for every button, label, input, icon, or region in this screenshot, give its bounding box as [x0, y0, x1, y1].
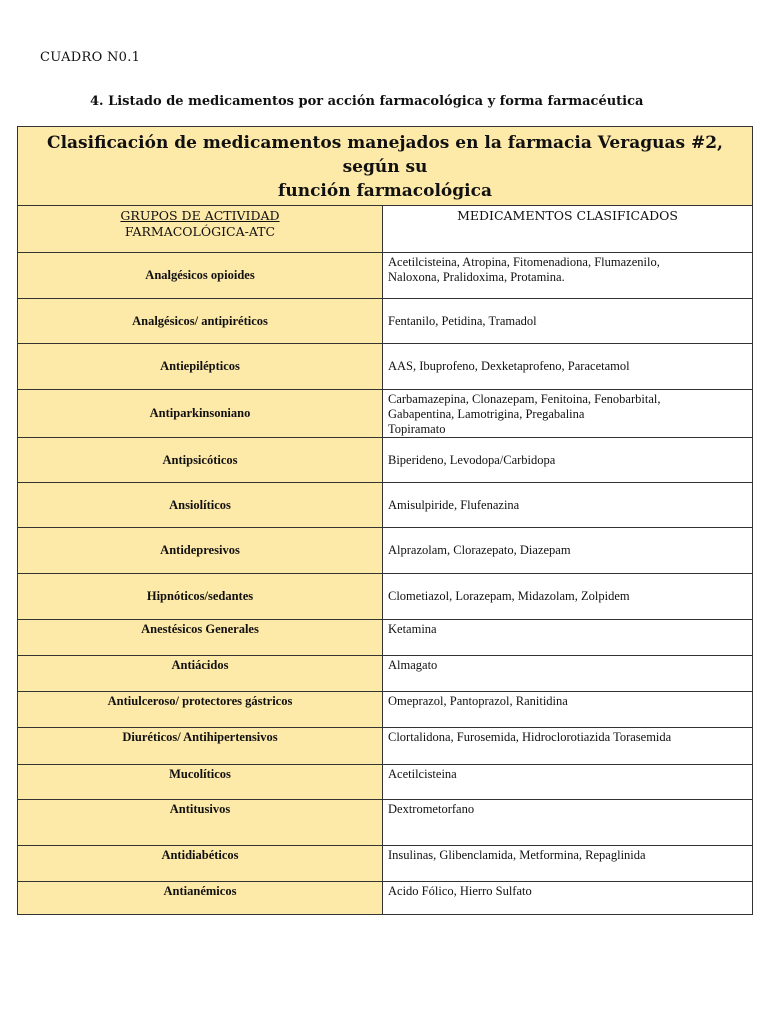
- medication-line: Omeprazol, Pantoprazol, Ranitidina: [388, 694, 568, 708]
- medication-line: Acido Fólico, Hierro Sulfato: [388, 884, 532, 898]
- group-cell: Anestésicos Generales: [18, 620, 383, 656]
- medication-line: Topiramato: [388, 422, 446, 436]
- medication-line: AAS, Ibuprofeno, Dexketaprofeno, Paracetamol: [388, 359, 630, 373]
- table-title-row: [18, 127, 753, 206]
- table-row: [18, 574, 753, 620]
- medications-cell: [383, 253, 753, 299]
- medications-cell: [383, 765, 753, 800]
- table-row: [18, 692, 753, 728]
- group-cell: Diuréticos/ Antihipertensivos: [18, 728, 383, 765]
- medication-line: Clometiazol, Lorazepam, Midazolam, Zolpidem: [388, 589, 630, 603]
- medications-cell: [383, 692, 753, 728]
- medications-cell: [383, 390, 753, 438]
- medications-cell: [383, 344, 753, 390]
- table-row: [18, 765, 753, 800]
- medications-cell: [383, 728, 753, 765]
- table-title-line1: Clasificación de medicamentos manejados en la farmacia Veraguas #2, según su: [47, 133, 723, 177]
- group-cell: Antiulceroso/ protectores gástricos: [18, 692, 383, 728]
- medications-cell: [383, 656, 753, 692]
- table-header-row: [18, 206, 753, 253]
- medications-cell: [383, 846, 753, 882]
- group-cell: Antidiabéticos: [18, 846, 383, 882]
- table-row: [18, 344, 753, 390]
- table-row: [18, 438, 753, 483]
- table-row: [18, 299, 753, 344]
- table-title: [18, 127, 753, 206]
- table-row: [18, 253, 753, 299]
- column-header-groups: [18, 206, 383, 253]
- cuadro-label: CUADRO N0.1: [40, 50, 141, 65]
- table-row: [18, 800, 753, 846]
- column-header-groups-line2: FARMACOLÓGICA-ATC: [124, 224, 276, 239]
- group-cell: Antitusivos: [18, 800, 383, 846]
- medication-line: Acetilcisteina: [388, 767, 457, 781]
- table-row: [18, 528, 753, 574]
- medications-cell: [383, 483, 753, 528]
- medication-line: Acetilcisteina, Atropina, Fitomenadiona, Flumazenilo,: [388, 255, 660, 269]
- medications-cell: [383, 299, 753, 344]
- medications-cell: [383, 620, 753, 656]
- column-header-medications: MEDICAMENTOS CLASIFICADOS: [383, 206, 753, 253]
- group-cell: Antiepilépticos: [18, 344, 383, 390]
- medication-line: Alprazolam, Clorazepato, Diazepam: [388, 543, 571, 557]
- column-header-groups-line1: GRUPOS DE ACTIVIDAD: [120, 208, 280, 223]
- medication-line: Fentanilo, Petidina, Tramadol: [388, 313, 537, 328]
- medications-cell: [383, 800, 753, 846]
- table-row: [18, 728, 753, 765]
- medication-line: Dextrometorfano: [388, 802, 475, 816]
- medication-line: Biperideno, Levodopa/Carbidopa: [388, 452, 556, 467]
- group-cell: Antiparkinsoniano: [18, 390, 383, 438]
- medications-cell: [383, 528, 753, 574]
- table-row: [18, 882, 753, 915]
- group-cell: Analgésicos/ antipiréticos: [18, 299, 383, 344]
- medications-cell: [383, 574, 753, 620]
- medication-line: Gabapentina, Lamotrigina, Pregabalina: [388, 407, 585, 421]
- medication-line: Carbamazepina, Clonazepam, Fenitoina, Fenobarbital,: [388, 392, 661, 406]
- group-cell: Antiácidos: [18, 656, 383, 692]
- medications-cell: [383, 438, 753, 483]
- medications-table: [17, 126, 753, 915]
- group-cell: Antianémicos: [18, 882, 383, 915]
- group-cell: Analgésicos opioides: [18, 253, 383, 299]
- medication-line: Naloxona, Pralidoxima, Protamina.: [388, 270, 565, 284]
- group-cell: Ansiolíticos: [18, 483, 383, 528]
- group-cell: Hipnóticos/sedantes: [18, 574, 383, 620]
- medication-line: Ketamina: [388, 622, 437, 636]
- table-title-line2: función farmacológica: [278, 181, 492, 201]
- table-row: [18, 483, 753, 528]
- group-cell: Antidepresivos: [18, 528, 383, 574]
- medication-line: Almagato: [388, 658, 438, 672]
- medication-line: Insulinas, Glibenclamida, Metformina, Repaglinida: [388, 848, 646, 862]
- medication-line: Amisulpiride, Flufenazina: [388, 497, 520, 512]
- table-row: [18, 390, 753, 438]
- group-cell: Mucolíticos: [18, 765, 383, 800]
- table-row: [18, 620, 753, 656]
- section-subtitle: 4. Listado de medicamentos por acción farmacológica y forma farmacéutica: [90, 94, 644, 109]
- medication-line: Clortalidona, Furosemida, Hidroclorotiazida Torasemida: [388, 730, 672, 744]
- table-row: [18, 846, 753, 882]
- medications-cell: [383, 882, 753, 915]
- table-row: [18, 656, 753, 692]
- group-cell: Antipsicóticos: [18, 438, 383, 483]
